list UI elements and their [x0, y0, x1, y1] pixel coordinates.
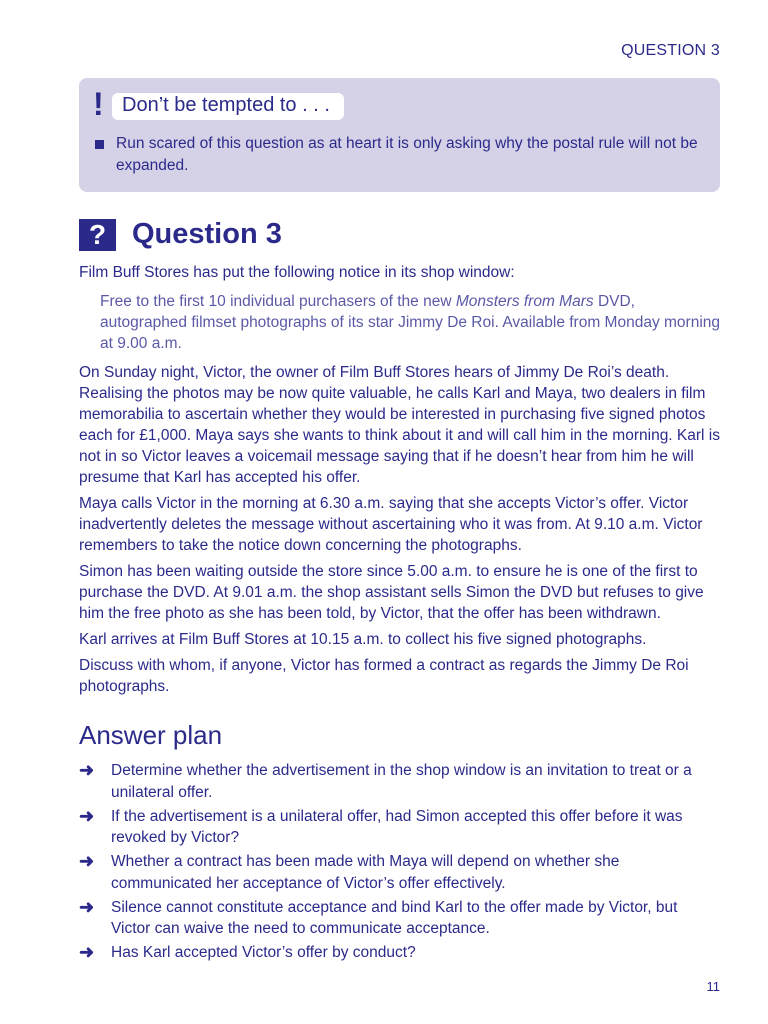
- tempted-item-text: Run scared of this question as at heart it is only asking why the postal rule will not be expanded.: [116, 135, 698, 174]
- shop-notice: [100, 291, 721, 354]
- tempted-list-item: [95, 133, 701, 177]
- question-body: [79, 262, 721, 702]
- question-paragraph: Maya calls Victor in the morning at 6.30 a.m. saying that she accepts Victor’s offer. Victor inadvertently deletes the message without ascertaining who it was from. At 9.10 a.m. Victor remembers to take the notice down concerning the photographs.: [79, 495, 703, 554]
- question-intro: Film Buff Stores has put the following notice in its shop window:: [79, 264, 515, 281]
- notice-text-1: Free to the first 10 individual purchasers of the new: [100, 293, 456, 310]
- square-bullet-icon: [95, 140, 104, 149]
- answer-plan-list: [79, 760, 721, 966]
- arrow-right-icon: ➜: [79, 805, 95, 826]
- notice-text-2: DVD, autographed filmset photographs of its star Jimmy De Roi. Available from Monday morning at 9.00 a.m.: [100, 293, 721, 352]
- question-heading: [79, 218, 282, 251]
- list-item: [79, 851, 721, 894]
- question-paragraph: On Sunday night, Victor, the owner of Film Buff Stores hears of Jimmy De Roi’s death. Realising the photos may be now quite valuable, he calls Karl and Maya, two dealers in film memorabilia to ascertain whether they would be interested in purchasing five signed photos each for £1,000. Maya says she wants to think about it and will call him in the morning. Karl is not in so Victor leaves a voicemail message saying that if he doesn’t hear from him he will presume that Karl has accepted his offer.: [79, 364, 720, 486]
- question-paragraph: Discuss with whom, if anyone, Victor has formed a contract as regards the Jimmy De Roi photographs.: [79, 657, 689, 695]
- exclamation-icon: !: [93, 86, 104, 122]
- plan-item-text: If the advertisement is a unilateral offer, had Simon accepted this offer before it was revoked by Victor?: [111, 807, 683, 846]
- plan-item-text: Whether a contract has been made with Maya will depend on whether she communicated her acceptance of Victor’s offer effectively.: [111, 853, 620, 892]
- plan-item-text: Silence cannot constitute acceptance and bind Karl to the offer made by Victor, but Victor can waive the need to communicate acceptance.: [111, 898, 678, 937]
- plan-item-text: Has Karl accepted Victor’s offer by conduct?: [111, 944, 416, 961]
- answer-plan-title: Answer plan: [79, 720, 223, 750]
- question-paragraph: Karl arrives at Film Buff Stores at 10.15 a.m. to collect his five signed photographs.: [79, 631, 647, 648]
- arrow-right-icon: ➜: [79, 942, 95, 962]
- arrow-right-icon: ➜: [79, 851, 95, 871]
- question-mark-icon: ?: [79, 219, 116, 251]
- plan-item-text: Determine whether the advertisement in the shop window is an invitation to treat or a unilateral offer.: [111, 762, 692, 801]
- list-item: [79, 760, 721, 803]
- list-item: [79, 897, 721, 940]
- list-item: [79, 942, 721, 964]
- tempted-title: Don’t be tempted to . . .: [112, 93, 344, 120]
- page-number: 11: [706, 979, 720, 994]
- arrow-right-icon: ➜: [79, 760, 95, 780]
- question-title: Question 3: [132, 218, 282, 250]
- question-paragraph: Simon has been waiting outside the store since 5.00 a.m. to ensure he is one of the first to purchase the DVD. At 9.01 a.m. the shop assistant sells Simon the DVD but refuses to give him the free photo as she has been told, by Victor, that the offer has been withdrawn.: [79, 563, 704, 622]
- dont-be-tempted-box: [79, 78, 720, 192]
- running-head: QUESTION 3: [621, 42, 720, 59]
- notice-title-italic: Monsters from Mars: [455, 293, 594, 310]
- arrow-right-icon: ➜: [79, 896, 95, 917]
- list-item: [79, 806, 721, 849]
